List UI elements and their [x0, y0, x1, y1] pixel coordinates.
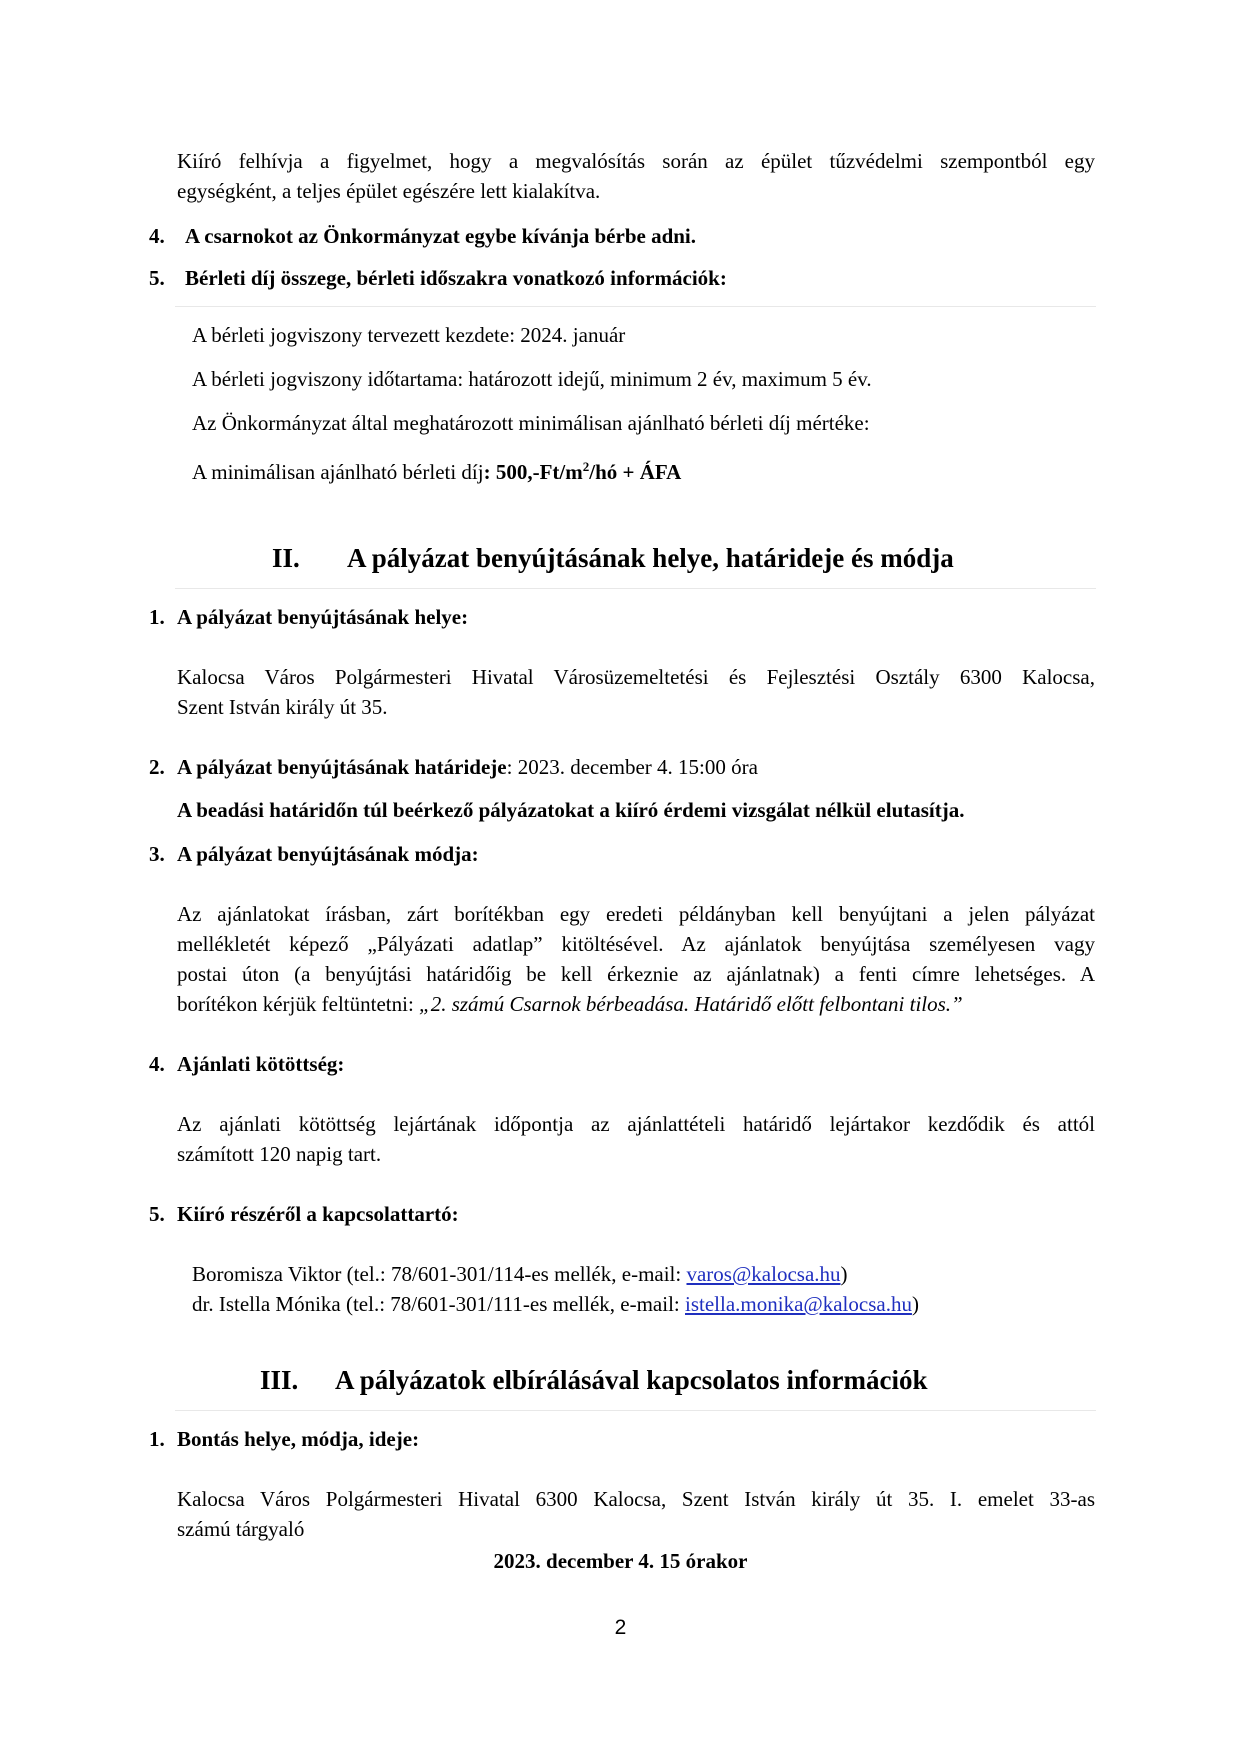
ii-2-heading: A pályázat benyújtásának határideje	[177, 755, 507, 779]
envelope-label: „2. számú Csarnok bérbeadása. Határidő előtt felbontani tilos.”	[419, 992, 963, 1016]
contact-2: dr. Istella Mónika (tel.: 78/601-301/111-es mellék, e-mail: istella.monika@kalocsa.hu)	[192, 1292, 919, 1316]
item-4-text: A csarnokot az Önkormányzat egybe kívánja bérbe adni.	[185, 224, 697, 248]
ii-4-line-2: számított 120 napig tart.	[177, 1142, 382, 1166]
iii-1-line-1: Kalocsa Város Polgármesteri Hivatal 6300 Kalocsa, Szent István király út 35. I. emelet 33-as	[177, 1487, 1095, 1511]
divider	[175, 306, 1096, 307]
section-iii-roman: III.	[260, 1365, 299, 1395]
opening-date: 2023. december 4. 15 órakor	[493, 1549, 748, 1573]
section-ii-roman: II.	[272, 543, 300, 573]
ii-3-number: 3.	[149, 842, 165, 866]
ii-4-line-1: Az ajánlati kötöttség lejártának időpontja az ajánlattételi határidő lejártakor kezdődik és attól	[177, 1112, 1095, 1136]
ii-1-number: 1.	[149, 605, 165, 629]
ii-2-line	[177, 752, 758, 782]
ii-1-line-2: Szent István király út 35.	[177, 695, 388, 719]
ii-5-heading: Kiíró részéről a kapcsolattartó:	[177, 1202, 459, 1226]
ii-3-line-4: borítékon kérjük feltüntetni: „2. számú Csarnok bérbeadása. Határidő előtt felbontani tilos.”	[177, 992, 963, 1016]
ii-1-line-1: Kalocsa Város Polgármesteri Hivatal Városüzemeltetési és Fejlesztési Osztály 6300 Kalocsa,	[177, 665, 1095, 689]
contact-1: Boromisza Viktor (tel.: 78/601-301/114-es mellék, e-mail: varos@kalocsa.hu)	[192, 1262, 848, 1286]
rent-duration: A bérleti jogviszony időtartama: határozott idejű, minimum 2 év, maximum 5 év.	[192, 367, 872, 391]
ii-2-value: : 2023. december 4. 15:00 óra	[506, 755, 758, 779]
ii-2-number: 2.	[149, 755, 165, 779]
ii-1-heading: A pályázat benyújtásának helye:	[177, 605, 469, 629]
rent-fee-value: : $500,-Ft/m^2/hó$ + ÁFA	[483, 459, 682, 484]
ii-3-line-3: postai úton (a benyújtási határidőig be kell érkeznie az ajánlatnak) a fenti címre lehetséges. A	[177, 962, 1095, 986]
page-number: 2	[614, 1616, 627, 1639]
section-ii-title: A pályázat benyújtásának helye, határideje és módja	[347, 543, 954, 573]
ii-4-heading: Ajánlati kötöttség:	[177, 1052, 345, 1076]
ii-5-number: 5.	[149, 1202, 165, 1226]
divider	[175, 1410, 1096, 1411]
rent-fee-line	[192, 452, 681, 487]
intro-line-2: egységként, a teljes épület egészére lett kialakítva.	[177, 179, 601, 203]
intro-line-1: Kiíró felhívja a figyelmet, hogy a megvalósítás során az épület tűzvédelmi szempontból egy	[177, 149, 1095, 173]
item-5-number: 5.	[149, 266, 165, 290]
item-5-text: Bérleti díj összege, bérleti időszakra vonatkozó információk:	[185, 266, 727, 290]
iii-1-number: 1.	[149, 1427, 165, 1451]
rent-start: A bérleti jogviszony tervezett kezdete: 2024. január	[192, 323, 626, 347]
contact-1-email-link[interactable]: varos@kalocsa.hu	[686, 1262, 841, 1286]
rent-fee-label: A minimálisan ajánlható bérleti díj	[192, 460, 484, 484]
iii-1-heading: Bontás helye, módja, ideje:	[177, 1427, 420, 1451]
ii-3-line-2: mellékletét képező „Pályázati adatlap” kitöltésével. Az ajánlatok benyújtása személyesen vagy	[177, 932, 1095, 956]
ii-4-number: 4.	[149, 1052, 165, 1076]
rent-minimum-intro: Az Önkormányzat által meghatározott minimálisan ajánlható bérleti díj mértéke:	[192, 411, 870, 435]
section-iii-title: A pályázatok elbírálásával kapcsolatos információk	[335, 1365, 928, 1395]
divider	[175, 588, 1096, 589]
contact-2-email-link[interactable]: istella.monika@kalocsa.hu	[685, 1292, 912, 1316]
ii-2-note: A beadási határidőn túl beérkező pályázatokat a kiíró érdemi vizsgálat nélkül elutasítja.	[177, 798, 965, 822]
ii-3-line-1: Az ajánlatokat írásban, zárt borítékban egy eredeti példányban kell benyújtani a jelen pályázat	[177, 902, 1095, 926]
item-4-number: 4.	[149, 224, 165, 248]
ii-3-heading: A pályázat benyújtásának módja:	[177, 842, 479, 866]
iii-1-line-2: számú tárgyaló	[177, 1517, 305, 1541]
